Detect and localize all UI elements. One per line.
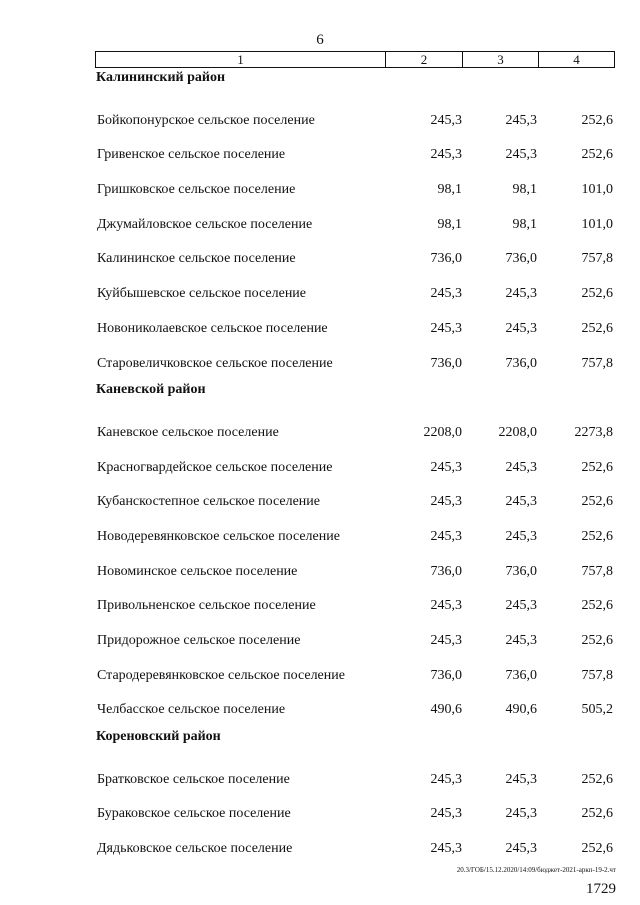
value-col-2: 736,0 bbox=[430, 355, 462, 371]
value-col-2: 245,3 bbox=[430, 459, 462, 475]
value-col-2: 245,3 bbox=[430, 528, 462, 544]
district-name: Кореновский район bbox=[96, 729, 221, 745]
value-col-3: 736,0 bbox=[505, 251, 537, 267]
value-col-3: 98,1 bbox=[512, 216, 537, 232]
table-row bbox=[0, 311, 640, 346]
value-col-2: 245,3 bbox=[430, 841, 462, 857]
value-col-4: 757,8 bbox=[581, 355, 613, 371]
value-col-3: 736,0 bbox=[505, 667, 537, 683]
value-col-4: 252,6 bbox=[581, 841, 613, 857]
settlement-name: Кубанскостепное сельское поселение bbox=[97, 494, 320, 510]
value-col-2: 245,3 bbox=[430, 286, 462, 302]
settlement-name: Гришковское сельское поселение bbox=[97, 182, 296, 198]
district-name: Каневской район bbox=[96, 382, 206, 398]
value-col-2: 245,3 bbox=[430, 771, 462, 787]
value-col-4: 252,6 bbox=[581, 147, 613, 163]
header-col-2: 2 bbox=[386, 52, 463, 67]
value-col-3: 98,1 bbox=[512, 182, 537, 198]
value-col-3: 245,3 bbox=[505, 841, 537, 857]
table-row bbox=[0, 103, 640, 138]
value-col-4: 252,6 bbox=[581, 286, 613, 302]
settlement-name: Гривенское сельское поселение bbox=[97, 147, 286, 163]
table-body bbox=[0, 68, 640, 866]
settlement-name: Новоминское сельское поселение bbox=[97, 563, 298, 579]
settlement-name: Калининское сельское поселение bbox=[97, 251, 296, 267]
value-col-4: 757,8 bbox=[581, 667, 613, 683]
value-col-2: 245,3 bbox=[430, 320, 462, 336]
value-col-4: 252,6 bbox=[581, 494, 613, 510]
table-row bbox=[0, 346, 640, 381]
value-col-2: 736,0 bbox=[430, 563, 462, 579]
value-col-3: 245,3 bbox=[505, 147, 537, 163]
footer-code: 20.3/ГОБ/15.12.2020/14:09/бюджет-2021-аркп-19-2.чт bbox=[456, 866, 616, 874]
table-row bbox=[0, 519, 640, 554]
value-col-3: 736,0 bbox=[505, 355, 537, 371]
settlement-name: Челбасское сельское поселение bbox=[97, 702, 286, 718]
table-row bbox=[0, 554, 640, 589]
district-row bbox=[0, 380, 640, 415]
value-col-4: 505,2 bbox=[581, 702, 613, 718]
settlement-name: Джумайловское сельское поселение bbox=[97, 216, 313, 232]
value-col-2: 490,6 bbox=[430, 702, 462, 718]
settlement-name: Старовеличковское сельское поселение bbox=[97, 355, 333, 371]
table-row bbox=[0, 796, 640, 831]
value-col-2: 736,0 bbox=[430, 667, 462, 683]
value-col-3: 245,3 bbox=[505, 286, 537, 302]
settlement-name: Куйбышевское сельское поселение bbox=[97, 286, 307, 302]
value-col-3: 736,0 bbox=[505, 563, 537, 579]
district-row bbox=[0, 727, 640, 762]
value-col-2: 98,1 bbox=[437, 182, 462, 198]
value-col-2: 245,3 bbox=[430, 598, 462, 614]
value-col-2: 98,1 bbox=[437, 216, 462, 232]
value-col-4: 101,0 bbox=[581, 182, 613, 198]
table-row bbox=[0, 762, 640, 797]
value-col-4: 2273,8 bbox=[574, 424, 613, 440]
district-name: Калининский район bbox=[96, 70, 226, 85]
value-col-3: 245,3 bbox=[505, 528, 537, 544]
settlement-name: Новониколаевское сельское поселение bbox=[97, 320, 328, 336]
value-col-2: 245,3 bbox=[430, 112, 462, 128]
value-col-4: 757,8 bbox=[581, 251, 613, 267]
table-row bbox=[0, 276, 640, 311]
table-row bbox=[0, 484, 640, 519]
settlement-name: Стародеревянковское сельское поселение bbox=[97, 667, 345, 683]
value-col-4: 252,6 bbox=[581, 598, 613, 614]
value-col-3: 245,3 bbox=[505, 494, 537, 510]
header-col-4: 4 bbox=[573, 52, 580, 67]
value-col-4: 252,6 bbox=[581, 112, 613, 128]
table-row bbox=[0, 831, 640, 866]
settlement-name: Привольненское сельское поселение bbox=[97, 598, 316, 614]
district-row bbox=[0, 68, 640, 103]
header-col-1: 1 bbox=[96, 52, 386, 67]
value-col-4: 252,6 bbox=[581, 633, 613, 648]
value-col-3: 245,3 bbox=[505, 459, 537, 475]
table-row bbox=[0, 207, 640, 242]
settlement-name: Бойкопонурское сельское поселение bbox=[97, 112, 315, 128]
value-col-2: 245,3 bbox=[430, 633, 462, 648]
settlement-name: Придорожное сельское поселение bbox=[97, 633, 301, 648]
page-number: 6 bbox=[316, 32, 324, 48]
value-col-4: 757,8 bbox=[581, 563, 613, 579]
value-col-4: 252,6 bbox=[581, 806, 613, 822]
table-row bbox=[0, 658, 640, 693]
value-col-3: 490,6 bbox=[505, 702, 537, 718]
value-col-2: 245,3 bbox=[430, 806, 462, 822]
sheet-number: 1729 bbox=[586, 881, 616, 897]
table-row bbox=[0, 692, 640, 727]
table-row bbox=[0, 588, 640, 623]
settlement-name: Каневское сельское поселение bbox=[97, 424, 279, 440]
value-col-2: 245,3 bbox=[430, 147, 462, 163]
value-col-2: 736,0 bbox=[430, 251, 462, 267]
table-header bbox=[95, 51, 615, 68]
table-row bbox=[0, 450, 640, 485]
value-col-4: 252,6 bbox=[581, 459, 613, 475]
value-col-4: 101,0 bbox=[581, 216, 613, 232]
value-col-4: 252,6 bbox=[581, 771, 613, 787]
settlement-name: Братковское сельское поселение bbox=[97, 771, 290, 787]
value-col-4: 252,6 bbox=[581, 528, 613, 544]
table-row bbox=[0, 415, 640, 450]
header-col-3: 3 bbox=[463, 52, 539, 67]
value-col-3: 245,3 bbox=[505, 633, 537, 648]
value-col-3: 245,3 bbox=[505, 112, 537, 128]
value-col-2: 2208,0 bbox=[423, 424, 462, 440]
table-row bbox=[0, 137, 640, 172]
settlement-name: Новодеревянковское сельское поселение bbox=[97, 528, 340, 544]
table-row bbox=[0, 172, 640, 207]
value-col-3: 245,3 bbox=[505, 320, 537, 336]
table-row bbox=[0, 241, 640, 276]
settlement-name: Бураковское сельское поселение bbox=[97, 806, 291, 822]
settlement-name: Красногвардейское сельское поселение bbox=[97, 459, 333, 475]
value-col-3: 245,3 bbox=[505, 598, 537, 614]
value-col-3: 2208,0 bbox=[498, 424, 537, 440]
settlement-name: Дядьковское сельское поселение bbox=[97, 841, 293, 857]
value-col-2: 245,3 bbox=[430, 494, 462, 510]
value-col-3: 245,3 bbox=[505, 771, 537, 787]
table-row bbox=[0, 623, 640, 658]
value-col-3: 245,3 bbox=[505, 806, 537, 822]
value-col-4: 252,6 bbox=[581, 320, 613, 336]
